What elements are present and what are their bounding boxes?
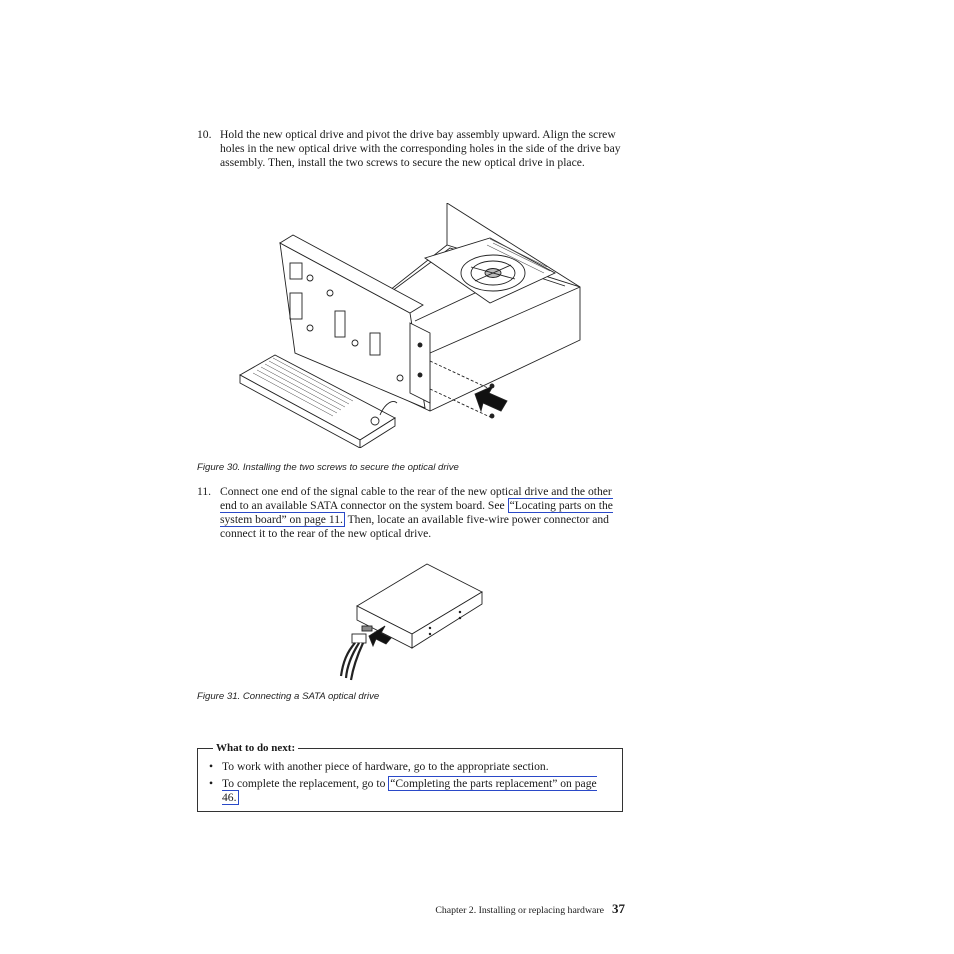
completing-replacement-link[interactable]: “Completing the parts replacement” on page 46. <box>222 777 597 804</box>
step-text <box>220 485 627 541</box>
next-bullet-2 <box>209 777 614 804</box>
figure-31-caption: Figure 31. Connecting a SATA optical drive <box>197 691 380 702</box>
bullet-text: To work with another piece of hardware, go to the appropriate section. <box>222 760 549 773</box>
next-bullet-1 <box>209 760 614 774</box>
page-footer <box>380 901 625 917</box>
step-number: 10. <box>197 128 212 141</box>
page-number: 37 <box>612 901 625 916</box>
step-10 <box>197 128 627 170</box>
bullet-dot: • <box>209 760 214 773</box>
step-number: 11. <box>197 485 212 498</box>
bullet-text <box>222 777 614 804</box>
step-text: Hold the new optical drive and pivot the drive bay assembly upward. Align the screw holes in the new optical drive with the corresponding holes in the side of the drive bay assembly. Then, install the two screws to secure the new optical drive in place. <box>220 128 621 169</box>
figure-30-caption: Figure 30. Installing the two screws to secure the optical drive <box>197 462 459 473</box>
locating-parts-link[interactable]: “Locating parts on the system board” on page 11. <box>220 499 613 526</box>
bullet-dot: • <box>209 777 214 790</box>
bullet-text-before: To complete the replacement, go to <box>222 777 389 790</box>
figure-31-illustration <box>335 562 485 684</box>
footer-chapter: Chapter 2. Installing or replacing hardware <box>435 905 604 916</box>
step-text-after: Then, locate an available five-wire power connector and connect it to the rear of the new optical drive. <box>220 513 609 540</box>
figure-30-illustration <box>235 203 595 448</box>
what-to-do-next-title: What to do next: <box>213 741 298 755</box>
step-11 <box>197 485 627 541</box>
step-text-before: Connect one end of the signal cable to the rear of the new optical drive and the other end to an available SATA connector on the system board. See <box>220 485 612 512</box>
